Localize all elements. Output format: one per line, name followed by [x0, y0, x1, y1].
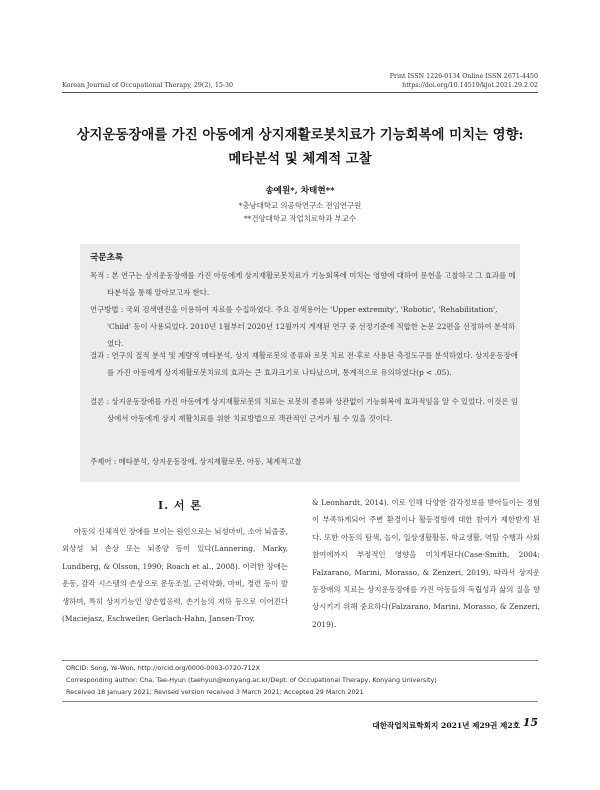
abstract-heading: 국문초록 — [90, 253, 124, 263]
orcid-footnote: ORCID: Song, Ye-Won, http://orcid.org/0000-0003-0720-712X — [66, 664, 261, 672]
article-title — [60, 123, 540, 171]
affiliation-1: *충남대학교 의공학연구소 전임연구원 — [238, 201, 362, 210]
section-heading-introduction: Ⅰ. 서 론 — [158, 499, 202, 512]
journal-citation-header: Korean Journal of Occupational Therapy, 29(2), 15-30 — [62, 82, 234, 89]
keywords: 주제어 : 메타분석, 상지운동장애, 상지재활로봇, 아동, 체계적고찰 — [90, 457, 302, 466]
dates-footnote: Received 18 January 2021; Revised version received 3 March 2021; Accepted 29 March 2021 — [66, 688, 364, 696]
body-left-column: 아동의 신체적인 장애를 보이는 원인으로는 뇌성마비, 소아 뇌졸중, 외상성 뇌 손상 또는 뇌종양 등이 있다(Lannering, Marky, Lundberg, & Olsson, 1990; Roach et al., 2008). 이러한 장애는 운동, 감각 시스템의 손상으로 운동조절, 근력약화, 마비, 경련 등이 발생하며, 특히 상지기능인 양손협응력, 손기능의 저하 등으로 이어진다(Maciejasz, Eschweiler, Gerlach-Hahn, Jansen-Troy, — [62, 527, 288, 624]
title-line-2: 메타분석 및 체계적 고찰 — [228, 151, 372, 167]
footnote-rule — [62, 660, 538, 661]
abstract-results: 결과 : 연구의 질적 분석 및 계량적 메타분석, 상지 재활로봇의 종류와 로봇 치료 전·후로 사용된 측정도구를 분석하였다. 상지운동장애를 가진 아동에게 상지재활로봇치료의 효과는 큰 효과크기로 나타났으며, 통계적으로 유의하였다(p < .05). — [90, 351, 518, 377]
title-line-1: 상지운동장애를 가진 아동에게 상지재활로봇치료가 기능회복에 미치는 영향: — [76, 127, 524, 143]
issn-doi-header — [390, 72, 538, 90]
footnote-bottom-rule — [62, 701, 538, 702]
body-right-column: & Leonhardt, 2014). 이로 인해 다양한 감각정보를 받아들이는 경험이 부족하게되어 주변 환경이나 활동경험에 대한 참여가 제한받게 된다. 또한 아동의 탐색, 놀이, 일상생활활동, 학교생활, 역할 수행과 사회참여에까지 부정적인 영향을 미치게된다(Case-Smith, 2004; Falzarano, Marini, Morasso, & Zenzeri, 2019). 따라서 상지운동장애의 치료는 상지운동장애를 가진 아동들의 독립성과 삶의 질을 향상시키기 위해 중요하다(Falzarano, Marini, Morasso, & Zenzeri, 2019). — [312, 498, 540, 629]
corresponding-author-footnote: Corresponding author: Cha, Tae-Hyun (taehyun@konyang.ac.kr/Dept. of Occupational Therapy, Konyang University) — [66, 676, 437, 684]
affiliation-2: **건양대학교 작업치료학과 부교수 — [243, 214, 357, 223]
issn-line: Print ISSN 1226-0134 Online ISSN 2671-4450 — [389, 73, 538, 80]
abstract-method: 연구방법 : 국외 검색엔진을 이용하여 자료를 수집하였다. 주요 검색용어는 'Upper extremity', 'Robotic', 'Rehabilitation', 'Child' 등이 사용되었다. 2010년 1월부터 2020년 12월까지 게재된 연구 중 선정기준에 적합한 논문 22편을 선정하여 분석하였다. — [90, 305, 516, 348]
authors: 송예원*, 차태현** — [265, 186, 335, 196]
header-rule — [62, 92, 538, 93]
journal-footer: 대한작업치료학회지 2021년 제29권 제2호 — [372, 721, 520, 730]
doi-line: https://doi.org/10.14519/kjot.2021.29.2.02 — [402, 82, 538, 89]
page-number: 15 — [522, 716, 538, 729]
abstract-conclusion: 결론 : 상지운동장애를 가진 아동에게 상지재활로봇의 치료는 로봇의 종류와 상관없이 기능회복에 효과적임을 알 수 있었다. 이것은 임상에서 아동에게 상지 재활치료를 위한 치료방법으로 객관적인 근거가 될 수 있을 것이다. — [90, 397, 518, 423]
abstract-purpose: 목적 : 본 연구는 상지운동장애를 가진 아동에게 상지재활로봇치료가 기능회복에 미치는 영향에 대하여 문헌을 고찰하고 그 효과를 메타분석을 통해 알아보고자 한다. — [90, 271, 516, 297]
